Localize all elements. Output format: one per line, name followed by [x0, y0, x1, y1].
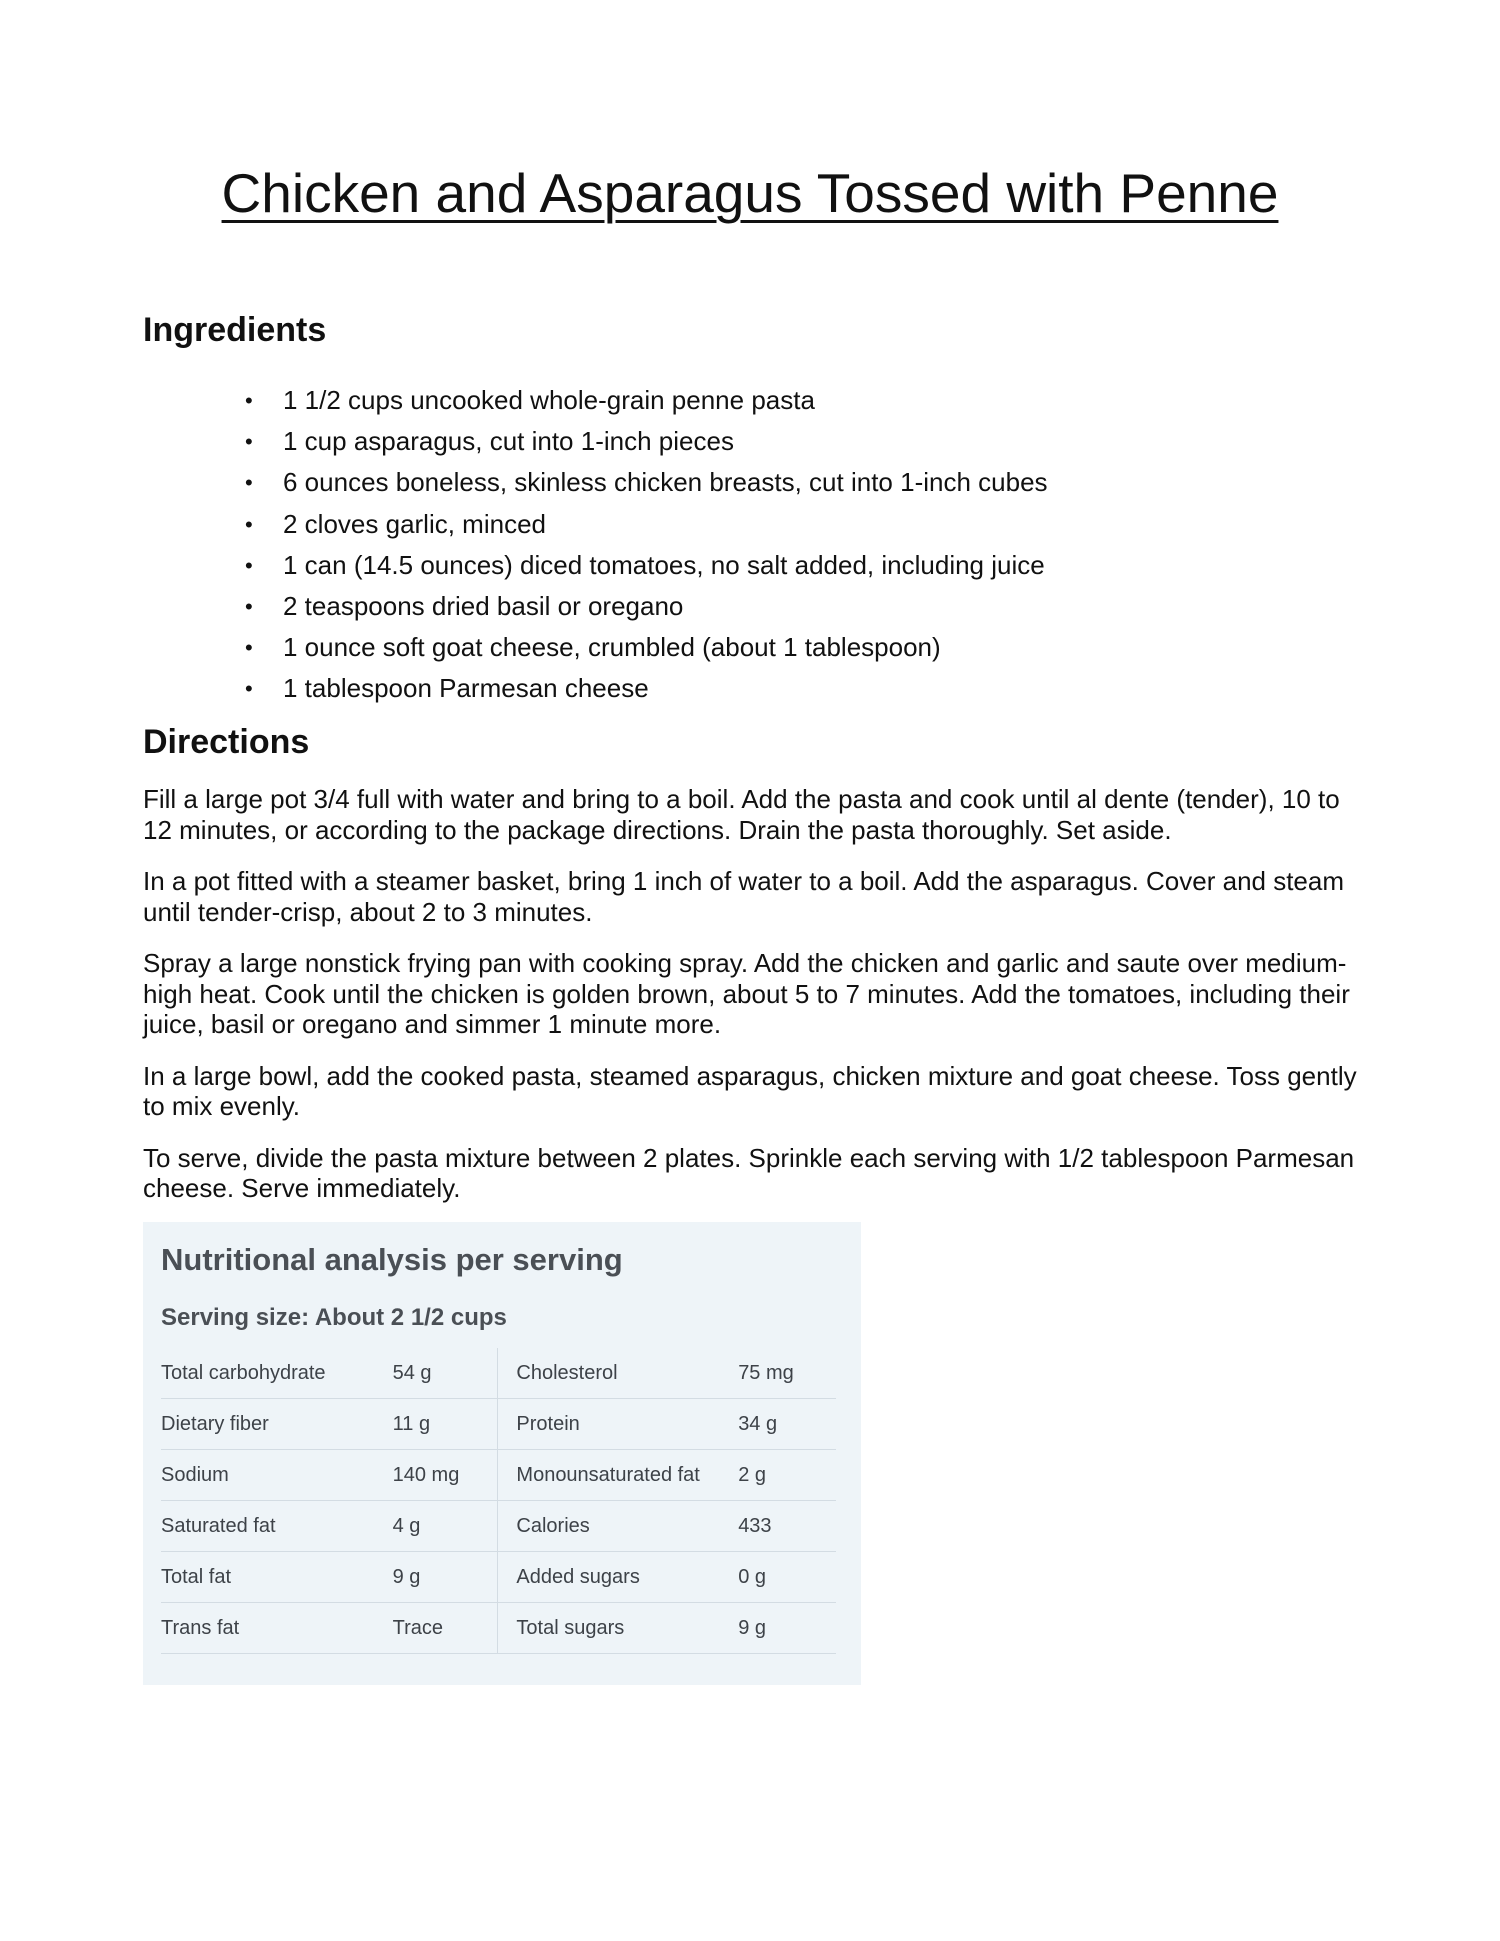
nutrition-panel [143, 1222, 861, 1685]
bullet-icon: • [245, 388, 253, 413]
list-item [238, 462, 1048, 503]
nutrition-title: Nutritional analysis per serving [161, 1242, 623, 1277]
directions-body [143, 784, 1373, 1225]
direction-step: In a pot fitted with a steamer basket, bring 1 inch of water to a boil. Add the asparagus. Cover and steam until tender-crisp, about 2 to 3 minutes. [143, 866, 1345, 927]
nutrient-label: Saturated fat [161, 1501, 393, 1552]
nutrient-label: Calories [498, 1501, 738, 1552]
nutrient-label: Protein [498, 1399, 738, 1450]
table-row [161, 1399, 836, 1450]
nutrient-label: Monounsaturated fat [498, 1450, 738, 1501]
nutrient-label: Dietary fiber [161, 1399, 393, 1450]
nutrient-label: Total fat [161, 1552, 393, 1603]
bullet-icon: • [245, 470, 253, 496]
list-item [238, 668, 1048, 709]
nutrient-value: 54 g [393, 1348, 498, 1399]
bullet-icon: • [245, 594, 253, 620]
bullet-icon: • [245, 429, 253, 455]
nutrient-label: Added sugars [498, 1552, 738, 1603]
direction-step: In a large bowl, add the cooked pasta, steamed asparagus, chicken mixture and goat cheese. Toss gently to mix evenly. [143, 1060, 1357, 1121]
ingredients-heading: Ingredients [143, 311, 327, 349]
table-row [161, 1450, 836, 1501]
nutrient-value: 34 g [738, 1399, 836, 1450]
nutrient-value: 9 g [393, 1552, 498, 1603]
ingredient-text: 1 ounce soft goat cheese, crumbled (about 1 tablespoon) [283, 632, 941, 663]
bullet-icon: • [245, 511, 253, 537]
bullet-icon: • [245, 635, 253, 661]
recipe-title: Chicken and Asparagus Tossed with Penne [221, 162, 1279, 224]
list-item [238, 627, 1048, 668]
nutrient-value: 11 g [393, 1399, 498, 1450]
nutrient-value: 433 [738, 1501, 836, 1552]
ingredients-list [238, 380, 1048, 710]
nutrient-value: 75 mg [738, 1348, 836, 1399]
table-row [161, 1348, 836, 1399]
nutrient-value: 2 g [738, 1450, 836, 1501]
nutrient-label: Total sugars [498, 1603, 738, 1654]
nutrition-table [161, 1348, 836, 1654]
nutrient-value: Trace [393, 1603, 498, 1654]
serving-size: Serving size: About 2 1/2 cups [161, 1304, 507, 1331]
list-item [238, 380, 1048, 421]
ingredient-text: 6 ounces boneless, skinless chicken breasts, cut into 1-inch cubes [283, 467, 1048, 498]
nutrient-value: 9 g [738, 1603, 836, 1654]
ingredient-text: 1 can (14.5 ounces) diced tomatoes, no salt added, including juice [283, 549, 1045, 580]
ingredient-text: 2 teaspoons dried basil or oregano [283, 591, 684, 622]
nutrient-label: Total carbohydrate [161, 1348, 393, 1399]
ingredient-text: 1 1/2 cups uncooked whole-grain penne pasta [283, 385, 815, 415]
bullet-icon: • [245, 552, 253, 578]
table-row [161, 1552, 836, 1603]
direction-step: Fill a large pot 3/4 full with water and bring to a boil. Add the pasta and cook until al dente (tender), 10 to 12 minutes, or according to the package directions. Drain the pasta thoroughly. Set aside. [143, 784, 1340, 845]
directions-heading: Directions [143, 723, 310, 761]
nutrient-value: 140 mg [393, 1450, 498, 1501]
ingredient-text: 1 cup asparagus, cut into 1-inch pieces [283, 426, 734, 457]
list-item [238, 545, 1048, 586]
ingredient-text: 1 tablespoon Parmesan cheese [283, 673, 649, 704]
nutrient-label: Sodium [161, 1450, 393, 1501]
list-item [238, 586, 1048, 627]
nutrient-value: 4 g [393, 1501, 498, 1552]
nutrient-value: 0 g [738, 1552, 836, 1603]
ingredient-text: 2 cloves garlic, minced [283, 508, 546, 539]
list-item [238, 421, 1048, 462]
nutrient-label: Cholesterol [498, 1348, 738, 1399]
nutrient-label: Trans fat [161, 1603, 393, 1654]
list-item [238, 504, 1048, 545]
bullet-icon: • [245, 676, 253, 702]
direction-step: To serve, divide the pasta mixture between 2 plates. Sprinkle each serving with 1/2 tablespoon Parmesan cheese. Serve immediately. [143, 1142, 1355, 1203]
direction-step: Spray a large nonstick frying pan with cooking spray. Add the chicken and garlic and saute over medium-high heat. Cook until the chicken is golden brown, about 5 to 7 minutes. Add the tomatoes, including their juice, basil or oregano and simmer 1 minute more. [143, 948, 1350, 1039]
table-row [161, 1603, 836, 1654]
table-row [161, 1501, 836, 1552]
